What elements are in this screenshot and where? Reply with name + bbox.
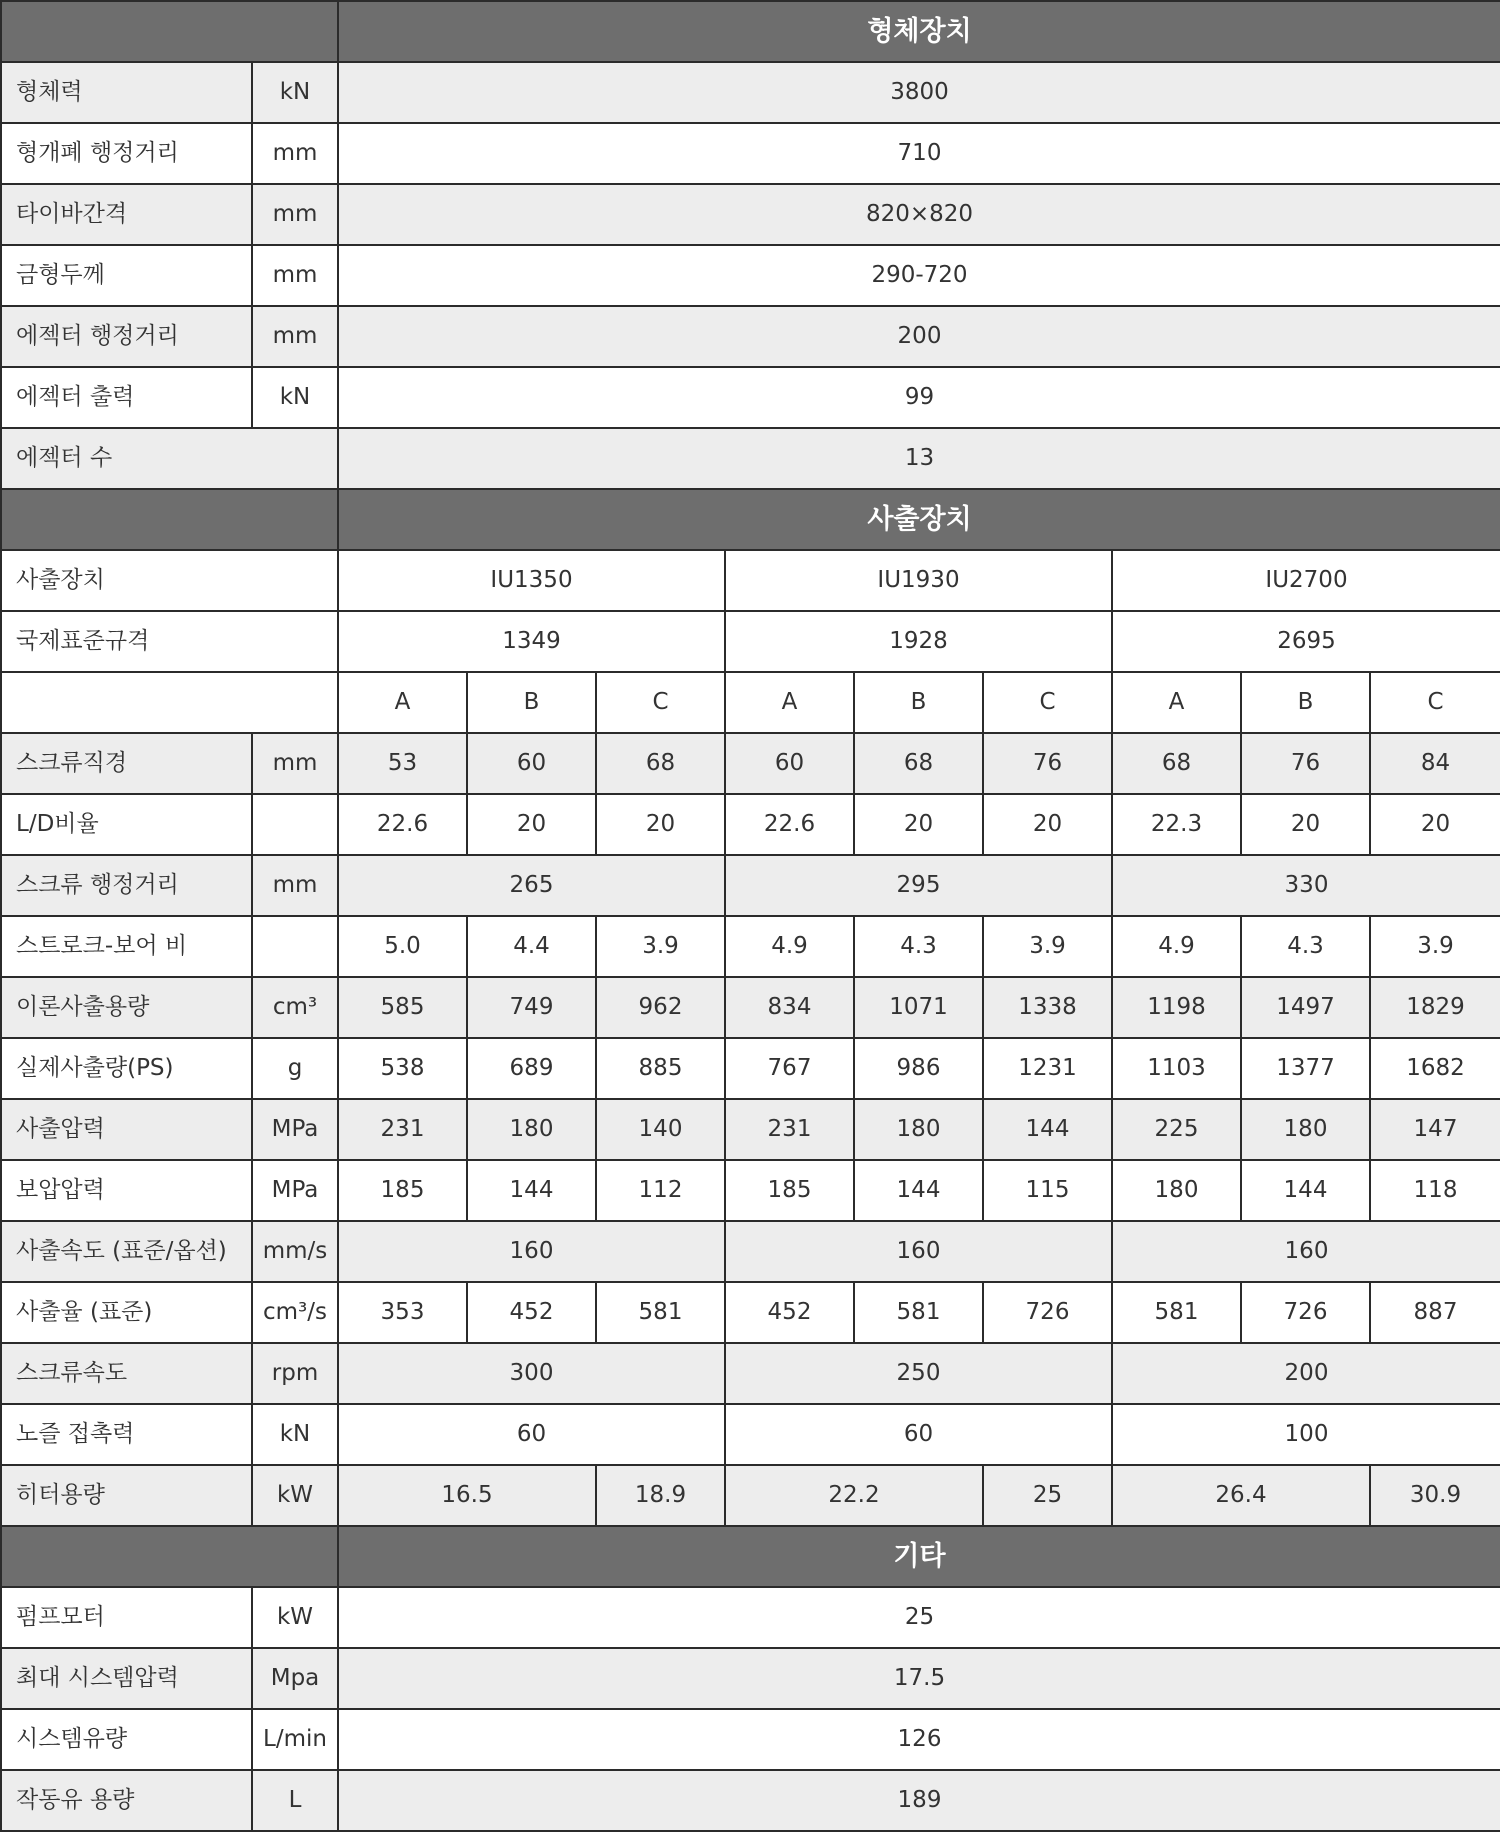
value-cell: 295 bbox=[725, 855, 1112, 916]
value-cell: 1928 bbox=[725, 611, 1112, 672]
row-value: 126 bbox=[338, 1709, 1500, 1770]
value-cell: 1377 bbox=[1241, 1038, 1370, 1099]
section-header-blank bbox=[1, 1, 338, 62]
section-header-row bbox=[1, 1, 1500, 62]
row-label: 에젝터 행정거리 bbox=[1, 306, 252, 367]
value-cell: 2695 bbox=[1112, 611, 1500, 672]
value-cell: 1338 bbox=[983, 977, 1112, 1038]
value-cell: 1682 bbox=[1370, 1038, 1500, 1099]
value-cell: 887 bbox=[1370, 1282, 1500, 1343]
value-cell: 22.3 bbox=[1112, 794, 1241, 855]
value-cell: 20 bbox=[596, 794, 725, 855]
row-label: 최대 시스템압력 bbox=[1, 1648, 252, 1709]
value-cell: 3.9 bbox=[983, 916, 1112, 977]
value-cell: 353 bbox=[338, 1282, 467, 1343]
table-row bbox=[1, 1648, 1500, 1709]
value-cell: 60 bbox=[338, 1404, 725, 1465]
value-cell: 100 bbox=[1112, 1404, 1500, 1465]
value-cell: 20 bbox=[983, 794, 1112, 855]
row-value: 3800 bbox=[338, 62, 1500, 123]
section-title-other: 기타 bbox=[338, 1526, 1500, 1587]
screw-type-cell: C bbox=[983, 672, 1112, 733]
section-header-blank bbox=[1, 1526, 338, 1587]
value-cell: 200 bbox=[1112, 1343, 1500, 1404]
row-unit: mm bbox=[252, 184, 338, 245]
table-row bbox=[1, 306, 1500, 367]
row-unit: mm bbox=[252, 306, 338, 367]
row-unit: MPa bbox=[252, 1160, 338, 1221]
row-label: 작동유 용량 bbox=[1, 1770, 252, 1831]
row-value: 200 bbox=[338, 306, 1500, 367]
row-value: 17.5 bbox=[338, 1648, 1500, 1709]
value-cell: 300 bbox=[338, 1343, 725, 1404]
row-label: 히터용량 bbox=[1, 1465, 252, 1526]
row-label: 펌프모터 bbox=[1, 1587, 252, 1648]
row-unit: Mpa bbox=[252, 1648, 338, 1709]
row-unit: kN bbox=[252, 1404, 338, 1465]
screw-type-cell: B bbox=[854, 672, 983, 733]
value-cell: 1198 bbox=[1112, 977, 1241, 1038]
value-cell: 160 bbox=[338, 1221, 725, 1282]
value-cell: 68 bbox=[1112, 733, 1241, 794]
table-row bbox=[1, 245, 1500, 306]
row-unit: rpm bbox=[252, 1343, 338, 1404]
value-cell: 68 bbox=[596, 733, 725, 794]
row-value: 189 bbox=[338, 1770, 1500, 1831]
table-row bbox=[1, 123, 1500, 184]
value-cell: 76 bbox=[983, 733, 1112, 794]
row-label: 에젝터 출력 bbox=[1, 367, 252, 428]
value-cell: 180 bbox=[1112, 1160, 1241, 1221]
value-cell: 5.0 bbox=[338, 916, 467, 977]
value-cell: 25 bbox=[983, 1465, 1112, 1526]
row-label: L/D비율 bbox=[1, 794, 252, 855]
table-row bbox=[1, 794, 1500, 855]
value-cell: 20 bbox=[854, 794, 983, 855]
table-row bbox=[1, 977, 1500, 1038]
value-cell: 60 bbox=[725, 1404, 1112, 1465]
row-unit: mm/s bbox=[252, 1221, 338, 1282]
row-label: 스크류 행정거리 bbox=[1, 855, 252, 916]
table-row bbox=[1, 367, 1500, 428]
row-value: 25 bbox=[338, 1587, 1500, 1648]
row-unit: g bbox=[252, 1038, 338, 1099]
row-label: 사출속도 (표준/옵션) bbox=[1, 1221, 252, 1282]
value-cell: 76 bbox=[1241, 733, 1370, 794]
value-cell: 265 bbox=[338, 855, 725, 916]
row-unit: MPa bbox=[252, 1099, 338, 1160]
table-row bbox=[1, 916, 1500, 977]
row-unit: kW bbox=[252, 1587, 338, 1648]
injection-unit-cell: IU1930 bbox=[725, 550, 1112, 611]
row-value: 290-720 bbox=[338, 245, 1500, 306]
value-cell: 144 bbox=[854, 1160, 983, 1221]
value-cell: 689 bbox=[467, 1038, 596, 1099]
value-cell: 180 bbox=[854, 1099, 983, 1160]
value-cell: 16.5 bbox=[338, 1465, 596, 1526]
value-cell: 231 bbox=[338, 1099, 467, 1160]
value-cell: 18.9 bbox=[596, 1465, 725, 1526]
value-cell: 1349 bbox=[338, 611, 725, 672]
table-row bbox=[1, 672, 1500, 733]
value-cell: 4.3 bbox=[854, 916, 983, 977]
section-header-row bbox=[1, 489, 1500, 550]
row-label: 시스템유량 bbox=[1, 1709, 252, 1770]
section-title-injection: 사출장치 bbox=[338, 489, 1500, 550]
value-cell: 160 bbox=[725, 1221, 1112, 1282]
value-cell: 3.9 bbox=[1370, 916, 1500, 977]
value-cell: 962 bbox=[596, 977, 725, 1038]
value-cell: 4.9 bbox=[725, 916, 854, 977]
table-row bbox=[1, 1099, 1500, 1160]
value-cell: 180 bbox=[467, 1099, 596, 1160]
injection-unit-cell: IU2700 bbox=[1112, 550, 1500, 611]
value-cell: 20 bbox=[1241, 794, 1370, 855]
row-unit: kW bbox=[252, 1465, 338, 1526]
row-label: 노즐 접촉력 bbox=[1, 1404, 252, 1465]
value-cell: 885 bbox=[596, 1038, 725, 1099]
row-unit bbox=[252, 794, 338, 855]
section-header-blank bbox=[1, 489, 338, 550]
screw-type-cell: A bbox=[725, 672, 854, 733]
value-cell: 330 bbox=[1112, 855, 1500, 916]
value-cell: 585 bbox=[338, 977, 467, 1038]
value-cell: 749 bbox=[467, 977, 596, 1038]
table-row bbox=[1, 1465, 1500, 1526]
table-row bbox=[1, 1404, 1500, 1465]
value-cell: 118 bbox=[1370, 1160, 1500, 1221]
screw-type-cell: B bbox=[467, 672, 596, 733]
row-label: 스크류속도 bbox=[1, 1343, 252, 1404]
table-row bbox=[1, 1587, 1500, 1648]
row-value: 13 bbox=[338, 428, 1500, 489]
value-cell: 4.3 bbox=[1241, 916, 1370, 977]
value-cell: 3.9 bbox=[596, 916, 725, 977]
row-label: 형개폐 행정거리 bbox=[1, 123, 252, 184]
value-cell: 185 bbox=[725, 1160, 854, 1221]
value-cell: 1103 bbox=[1112, 1038, 1241, 1099]
row-label: 사출압력 bbox=[1, 1099, 252, 1160]
value-cell: 452 bbox=[467, 1282, 596, 1343]
value-cell: 53 bbox=[338, 733, 467, 794]
table-row bbox=[1, 733, 1500, 794]
screw-type-cell: B bbox=[1241, 672, 1370, 733]
value-cell: 140 bbox=[596, 1099, 725, 1160]
row-label: 형체력 bbox=[1, 62, 252, 123]
value-cell: 144 bbox=[467, 1160, 596, 1221]
row-label: 에젝터 수 bbox=[1, 428, 338, 489]
value-cell: 581 bbox=[1112, 1282, 1241, 1343]
value-cell: 115 bbox=[983, 1160, 1112, 1221]
table-row bbox=[1, 62, 1500, 123]
value-cell: 452 bbox=[725, 1282, 854, 1343]
row-unit: kN bbox=[252, 367, 338, 428]
value-cell: 538 bbox=[338, 1038, 467, 1099]
value-cell: 180 bbox=[1241, 1099, 1370, 1160]
row-unit: cm³/s bbox=[252, 1282, 338, 1343]
value-cell: 20 bbox=[1370, 794, 1500, 855]
table-row bbox=[1, 184, 1500, 245]
table-row bbox=[1, 1709, 1500, 1770]
value-cell: 60 bbox=[467, 733, 596, 794]
value-cell: 581 bbox=[596, 1282, 725, 1343]
row-unit bbox=[252, 916, 338, 977]
value-cell: 160 bbox=[1112, 1221, 1500, 1282]
row-unit: kN bbox=[252, 62, 338, 123]
table-row bbox=[1, 1343, 1500, 1404]
blank-cell bbox=[1, 672, 338, 733]
injection-unit-cell: IU1350 bbox=[338, 550, 725, 611]
value-cell: 26.4 bbox=[1112, 1465, 1370, 1526]
row-unit: mm bbox=[252, 855, 338, 916]
section-title-clamping: 형체장치 bbox=[338, 1, 1500, 62]
value-cell: 1829 bbox=[1370, 977, 1500, 1038]
screw-type-cell: A bbox=[338, 672, 467, 733]
section-header-row bbox=[1, 1526, 1500, 1587]
value-cell: 68 bbox=[854, 733, 983, 794]
screw-type-cell: A bbox=[1112, 672, 1241, 733]
row-label: 국제표준규격 bbox=[1, 611, 338, 672]
value-cell: 726 bbox=[1241, 1282, 1370, 1343]
value-cell: 986 bbox=[854, 1038, 983, 1099]
screw-type-cell: C bbox=[596, 672, 725, 733]
row-label: 스트로크-보어 비 bbox=[1, 916, 252, 977]
screw-type-cell: C bbox=[1370, 672, 1500, 733]
table-row bbox=[1, 428, 1500, 489]
value-cell: 22.6 bbox=[338, 794, 467, 855]
table-row bbox=[1, 1221, 1500, 1282]
table-row bbox=[1, 550, 1500, 611]
value-cell: 834 bbox=[725, 977, 854, 1038]
row-unit: mm bbox=[252, 733, 338, 794]
row-unit: L/min bbox=[252, 1709, 338, 1770]
value-cell: 22.2 bbox=[725, 1465, 983, 1526]
row-label: 이론사출용량 bbox=[1, 977, 252, 1038]
value-cell: 22.6 bbox=[725, 794, 854, 855]
value-cell: 726 bbox=[983, 1282, 1112, 1343]
row-label: 보압압력 bbox=[1, 1160, 252, 1221]
row-label: 사출장치 bbox=[1, 550, 338, 611]
table-row bbox=[1, 611, 1500, 672]
value-cell: 1231 bbox=[983, 1038, 1112, 1099]
row-label: 실제사출량(PS) bbox=[1, 1038, 252, 1099]
value-cell: 767 bbox=[725, 1038, 854, 1099]
value-cell: 112 bbox=[596, 1160, 725, 1221]
row-value: 99 bbox=[338, 367, 1500, 428]
row-unit: mm bbox=[252, 123, 338, 184]
row-value: 820×820 bbox=[338, 184, 1500, 245]
value-cell: 231 bbox=[725, 1099, 854, 1160]
value-cell: 4.9 bbox=[1112, 916, 1241, 977]
value-cell: 20 bbox=[467, 794, 596, 855]
value-cell: 225 bbox=[1112, 1099, 1241, 1160]
table-row bbox=[1, 1038, 1500, 1099]
value-cell: 1071 bbox=[854, 977, 983, 1038]
value-cell: 30.9 bbox=[1370, 1465, 1500, 1526]
value-cell: 84 bbox=[1370, 733, 1500, 794]
row-label: 스크류직경 bbox=[1, 733, 252, 794]
row-unit: L bbox=[252, 1770, 338, 1831]
row-label: 금형두께 bbox=[1, 245, 252, 306]
row-label: 사출율 (표준) bbox=[1, 1282, 252, 1343]
table-row bbox=[1, 1770, 1500, 1831]
value-cell: 185 bbox=[338, 1160, 467, 1221]
table-row bbox=[1, 1160, 1500, 1221]
table-row bbox=[1, 855, 1500, 916]
value-cell: 581 bbox=[854, 1282, 983, 1343]
value-cell: 4.4 bbox=[467, 916, 596, 977]
value-cell: 144 bbox=[1241, 1160, 1370, 1221]
row-unit: cm³ bbox=[252, 977, 338, 1038]
value-cell: 1497 bbox=[1241, 977, 1370, 1038]
table-row bbox=[1, 1282, 1500, 1343]
value-cell: 250 bbox=[725, 1343, 1112, 1404]
row-value: 710 bbox=[338, 123, 1500, 184]
row-label: 타이바간격 bbox=[1, 184, 252, 245]
value-cell: 60 bbox=[725, 733, 854, 794]
value-cell: 147 bbox=[1370, 1099, 1500, 1160]
value-cell: 144 bbox=[983, 1099, 1112, 1160]
row-unit: mm bbox=[252, 245, 338, 306]
